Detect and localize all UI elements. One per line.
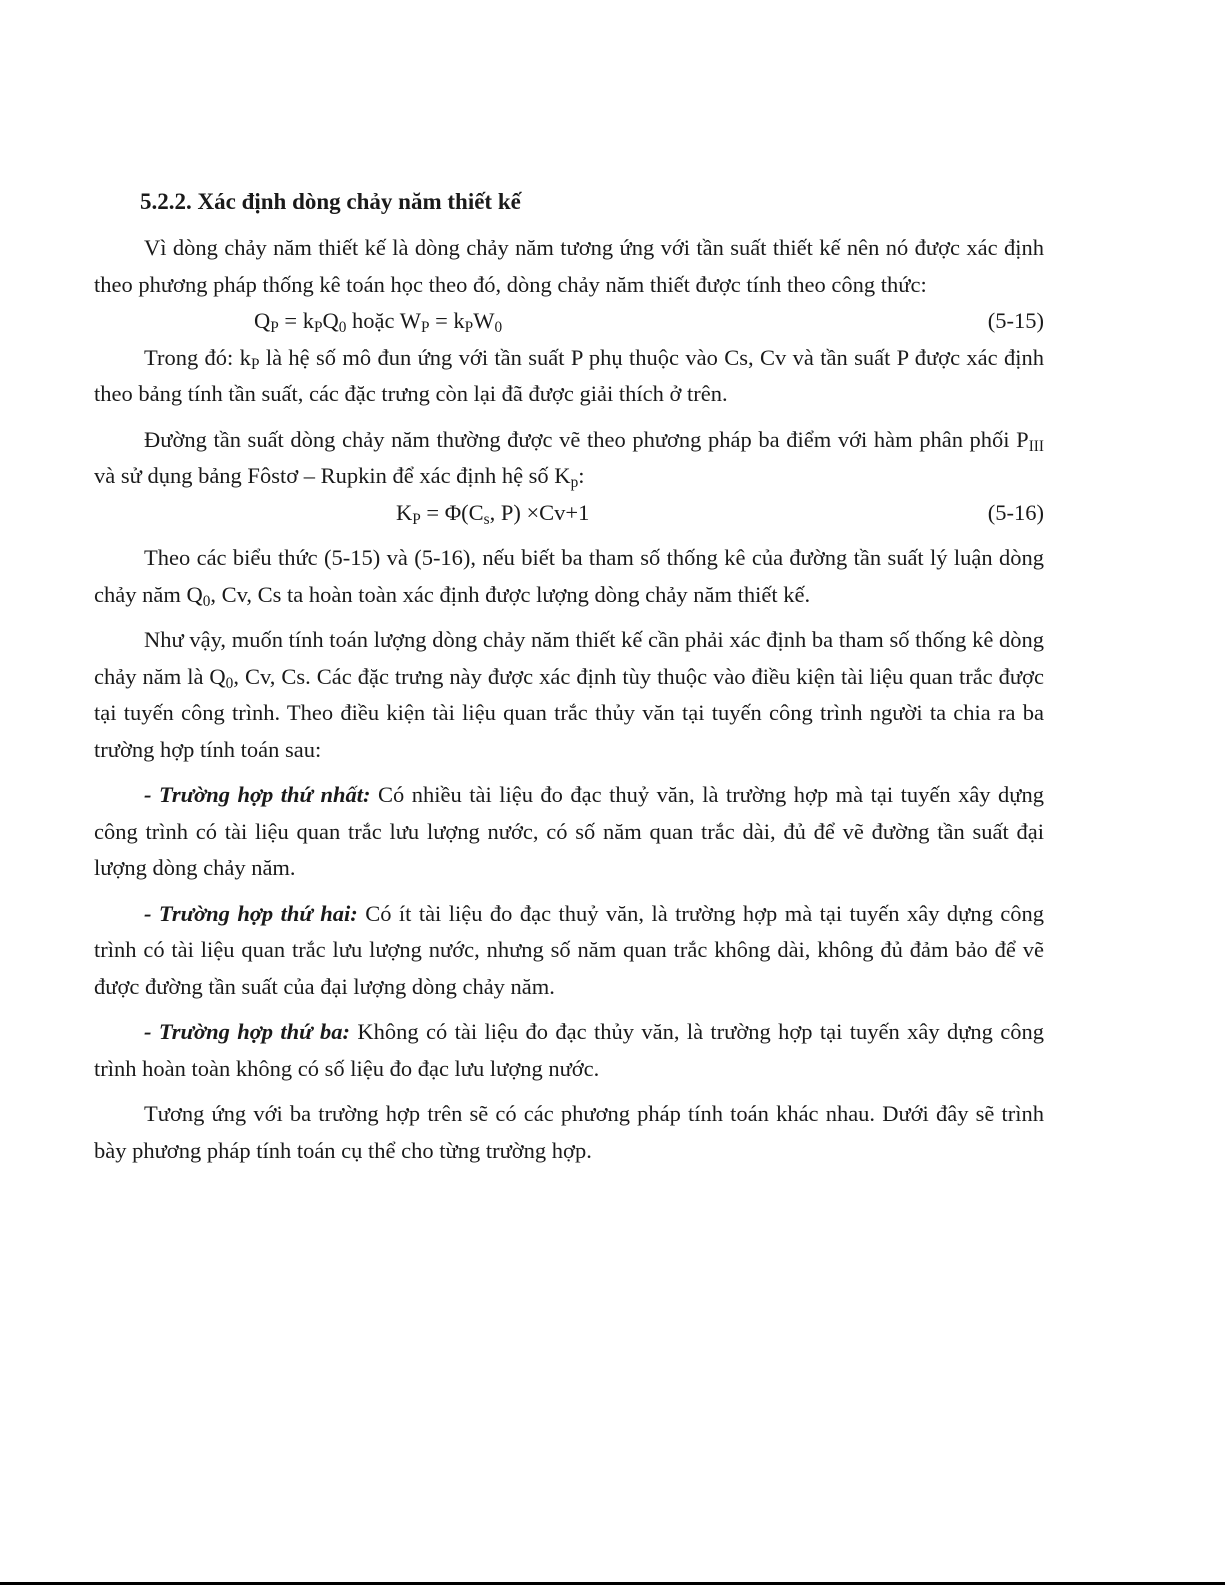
section-heading: 5.2.2. Xác định dòng chảy năm thiết kế	[140, 189, 521, 214]
case-1-title: - Trường hợp thứ nhất:	[144, 782, 371, 807]
formula-5-15-expression: $Q_P = k_PQ_0$ hoặc $W_P = k_PW_0$	[254, 308, 503, 336]
formula-5-15-number: (5-15)	[987, 308, 1044, 333]
case-3-title: - Trường hợp thứ ba:	[144, 1019, 351, 1044]
paragraph-intro: Vì dòng chảy năm thiết kế là dòng chảy năm tương ứng với tần suất thiết kế nên nó được xác định theo phương pháp thống kê toán học theo đó, dòng chảy năm thiết được tính theo công thức:	[94, 235, 1044, 297]
paragraph-conclusion: Tương ứng với ba trường hợp trên sẽ có các phương pháp tính toán khác nhau. Dưới đây sẽ trình bày phương pháp tính toán cụ thể cho từng trường hợp.	[94, 1101, 1044, 1163]
paragraph-parameters: Theo các biểu thức (5-15) và (5-16), nếu biết ba tham số thống kê của đường tần suất lý luận dòng chảy năm $Q_0$, Cv, Cs ta hoàn toàn xác định được lượng dòng chảy năm thiết kế.	[94, 545, 1044, 610]
paragraph-frequency-curve: Đường tần suất dòng chảy năm thường được vẽ theo phương pháp ba điểm với hàm phân phối $P_{III}$ và sử dụng bảng Fôstơ – Rupkin để xác định hệ số $K_p$:	[94, 426, 1044, 491]
case-1: - Trường hợp thứ nhất: Có nhiều tài liệu đo đạc thuỷ văn, là trường hợp mà tại tuyến xây dựng công trình có tài liệu quan trắc lưu lượng nước, có số năm quan trắc dài, đủ để vẽ đường tần suất đại lượng dòng chảy năm.	[94, 782, 1044, 880]
case-2-title: - Trường hợp thứ hai:	[144, 900, 358, 926]
formula-5-16	[94, 495, 1044, 532]
case-2: - Trường hợp thứ hai: Có ít tài liệu đo đạc thuỷ văn, là trường hợp mà tại tuyến xây dựng công trình có tài liệu quan trắc lưu lượng nước, nhưng số năm quan trắc không dài, không đủ đảm bảo để vẽ được đường tần suất của đại lượng dòng chảy năm.	[94, 900, 1044, 999]
formula-5-16-number: (5-16)	[987, 499, 1044, 525]
paragraph-definition: Trong đó: $k_P$ là hệ số mô đun ứng với tần suất P phụ thuộc vào Cs, Cv và tần suất P được xác định theo bảng tính tần suất, các đặc trưng còn lại đã được giải thích ở trên.	[94, 344, 1045, 406]
formula-5-15	[94, 303, 1044, 340]
formula-5-16-expression: $K_P = \Phi(C_s$, P) ×Cv+1	[396, 499, 590, 528]
document-page	[94, 186, 1044, 1169]
case-3: - Trường hợp thứ ba: Không có tài liệu đo đạc thủy văn, là trường hợp tại tuyến xây dựng công trình hoàn toàn không có số liệu đo đạc lưu lượng nước.	[94, 1019, 1044, 1081]
paragraph-cases-intro: Như vậy, muốn tính toán lượng dòng chảy năm thiết kế cần phải xác định ba tham số thống kê dòng chảy năm là $Q_0$, Cv, Cs. Các đặc trưng này được xác định tùy thuộc vào điều kiện tài liệu quan trắc được tại tuyến công trình. Theo điều kiện tài liệu quan trắc thủy văn tại tuyến công trình người ta chia ra ba trường hợp tính toán sau:	[94, 627, 1044, 762]
